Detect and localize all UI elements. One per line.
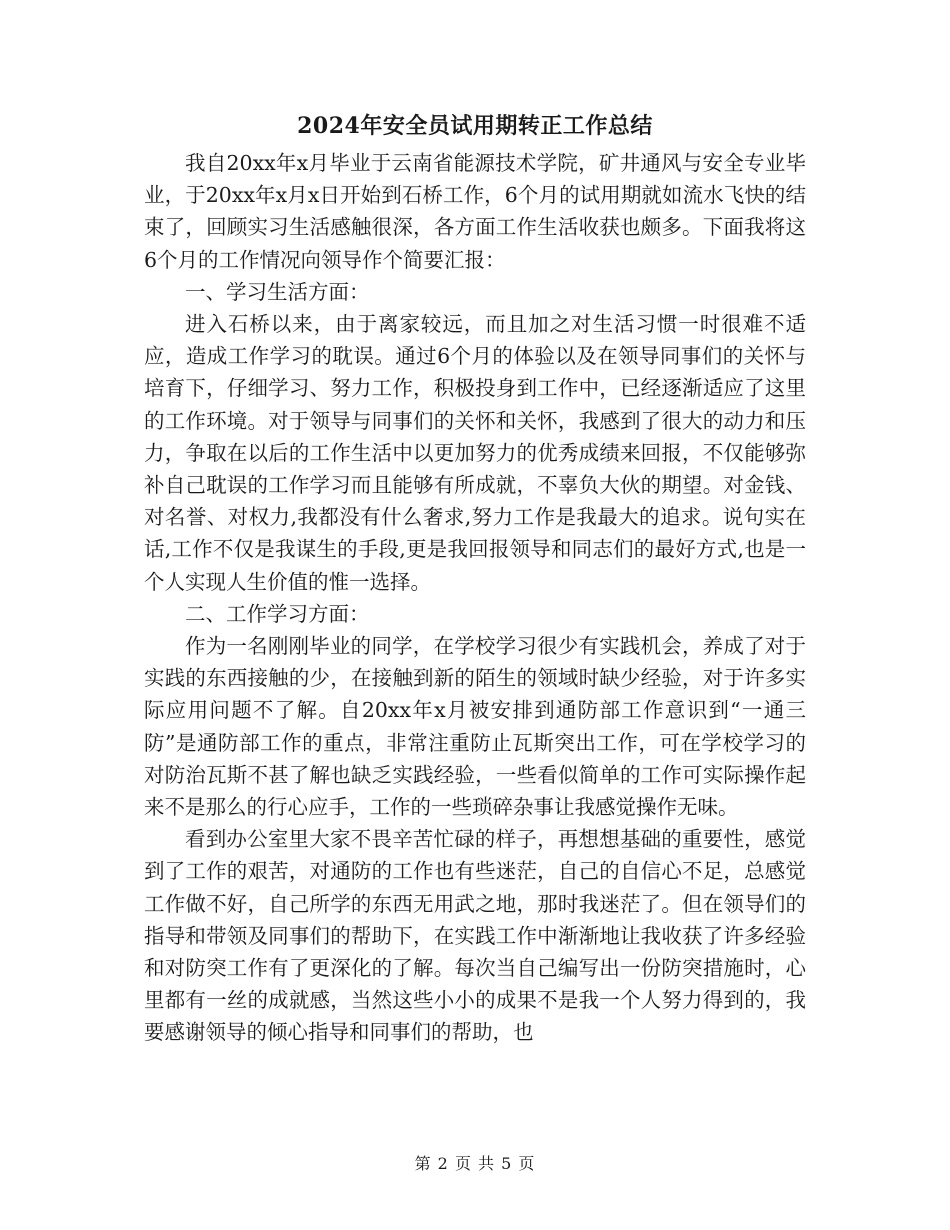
paragraph-intro: 我自20xx年x月毕业于云南省能源技术学院，矿井通风与安全专业毕业，于20xx年x月x日开始到石桥工作，6个月的试用期就如流水飞快的结束了，回顾实习生活感触很深，各方面工作生活收获也颇多。下面我将这6个月的工作情况向领导作个简要汇报： [144,151,806,272]
paragraph-work-study: 作为一名刚刚毕业的同学，在学校学习很少有实践机会，养成了对于实践的东西接触的少，在接触到新的陌生的领域时缺少经验，对于许多实际应用问题不了解。自20xx年x月被安排到通防部工作意识到“一通三防”是通防部工作的重点，非常注重防止瓦斯突出工作，可在学校学习的对防治瓦斯不甚了解也缺乏实践经验，一些看似简单的工作可实际操作起来不是那么的行心应手，工作的一些琐碎杂事让我感觉操作无味。 [144,634,806,820]
paragraph-office-reflection: 看到办公室里大家不畏辛苦忙碌的样子，再想想基础的重要性，感觉到了工作的艰苦，对通防的工作也有些迷茫，自己的自信心不足，总感觉工作做不好，自己所学的东西无用武之地，那时我迷茫了。但在领导们的指导和带领及同事们的帮助下，在实践工作中渐渐地让我收获了许多经验和对防突工作有了更深化的了解。每次当自己编写出一份防突措施时，心里都有一丝的成就感，当然这些小小的成果不是我一个人努力得到的，我要感谢领导的倾心指导和同事们的帮助，也 [144,827,806,1045]
document-title: 2024年安全员试用期转正工作总结 [297,113,653,139]
section-heading-study-life: 一、学习生活方面： [185,279,370,304]
page-footer: 第 2 页 共 5 页 [414,1154,536,1173]
section-heading-work-study: 二、工作学习方面： [185,601,370,626]
document-body [144,147,806,1049]
paragraph-study-life: 进入石桥以来，由于离家较远，而且加之对生活习惯一时很难不适应，造成工作学习的耽误。通过6个月的体验以及在领导同事们的关怀与培育下，仔细学习、努力工作，积极投身到工作中，已经逐渐适应了这里的工作环境。对于领导与同事们的关怀和关怀，我感到了很大的动力和压力，争取在以后的工作生活中以更加努力的优秀成绩来回报，不仅能够弥补自己耽误的工作学习而且能够有所成就，不辜负大伙的期望。对金钱、对名誉、对权力,我都没有什么奢求,努力工作是我最大的追求。说句实在话,工作不仅是我谋生的手段,更是我回报领导和同志们的最好方式,也是一个人实现人生价值的惟一选择。 [144,312,806,594]
